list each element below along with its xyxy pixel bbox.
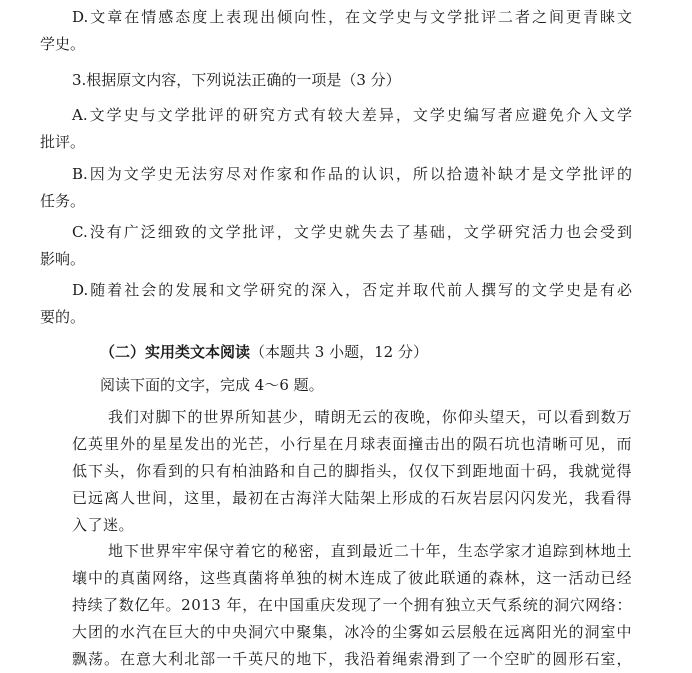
text-line: 学史。 bbox=[40, 35, 86, 53]
text-line: 持续了数亿年。2013 年，在中国重庆发现了一个拥有独立天气系统的洞穴网络： bbox=[72, 596, 632, 614]
text-line: 飘荡。在意大利北部一千英尺的地下，我沿着绳索滑到了一个空旷的圆形石室， bbox=[72, 650, 632, 668]
instruction-text: 阅读下面的文字，完成 4～6 题。 bbox=[100, 376, 324, 394]
option-b bbox=[40, 161, 632, 215]
option-d bbox=[40, 277, 632, 331]
text-line: D.随着社会的发展和文学研究的深入，否定并取代前人撰写的文学史是有必 bbox=[72, 281, 632, 299]
text-line: 亿英里外的星星发出的光芒，小行星在月球表面撞击出的陨石坑也清晰可见，而 bbox=[72, 435, 632, 453]
text-line: 要的。 bbox=[40, 308, 86, 326]
passage-paragraph-1 bbox=[72, 404, 632, 539]
section-note: （本题共 3 小题，12 分） bbox=[250, 343, 428, 361]
option-a bbox=[40, 102, 632, 156]
text-line: 壤中的真菌网络，这些真菌将单独的树木连成了彼此联通的森林，这一活动已经 bbox=[72, 569, 632, 587]
section-title: （二）实用类文本阅读 bbox=[100, 343, 251, 361]
text-line: 大团的水汽在巨大的中央洞穴中聚集，冰冷的尘雾如云层般在远离阳光的洞室中 bbox=[72, 623, 632, 641]
question-text: 3.根据原文内容，下列说法正确的一项是（3 分） bbox=[72, 71, 401, 89]
text-line: 影响。 bbox=[40, 250, 86, 268]
text-line: 入了迷。 bbox=[72, 516, 135, 534]
text-line: D.文章在情感态度上表现出倾向性，在文学史与文学批评二者之间更青睐文 bbox=[72, 8, 632, 26]
option-d-previous-question bbox=[40, 4, 632, 58]
passage-paragraph-2 bbox=[72, 538, 632, 673]
text-line: 低下头，你看到的只有柏油路和自己的脚指头，仅仅下到距地面十码，我就觉得 bbox=[72, 462, 632, 480]
question-3 bbox=[72, 67, 632, 94]
section-heading bbox=[100, 339, 660, 366]
text-line: 地下世界牢牢保守着它的秘密，直到最近二十年，生态学家才追踪到林地土 bbox=[108, 542, 632, 560]
text-line: 批评。 bbox=[40, 133, 86, 151]
text-line: 已远离人世间，这里，最初在古海洋大陆架上形成的石灰岩层闪闪发光，我看得 bbox=[72, 489, 632, 507]
option-c bbox=[40, 219, 632, 273]
text-line: 我们对脚下的世界所知甚少，晴朗无云的夜晚，你仰头望天，可以看到数万 bbox=[108, 408, 632, 426]
text-line: B.因为文学史无法穷尽对作家和作品的认识，所以拾遗补缺才是文学批评的 bbox=[72, 165, 632, 183]
text-line: 任务。 bbox=[40, 192, 86, 210]
reading-instruction bbox=[100, 372, 660, 399]
text-line: C.没有广泛细致的文学批评，文学史就失去了基础，文学研究活力也会受到 bbox=[72, 223, 632, 241]
text-line: A.文学史与文学批评的研究方式有较大差异，文学史编写者应避免介入文学 bbox=[72, 106, 632, 124]
